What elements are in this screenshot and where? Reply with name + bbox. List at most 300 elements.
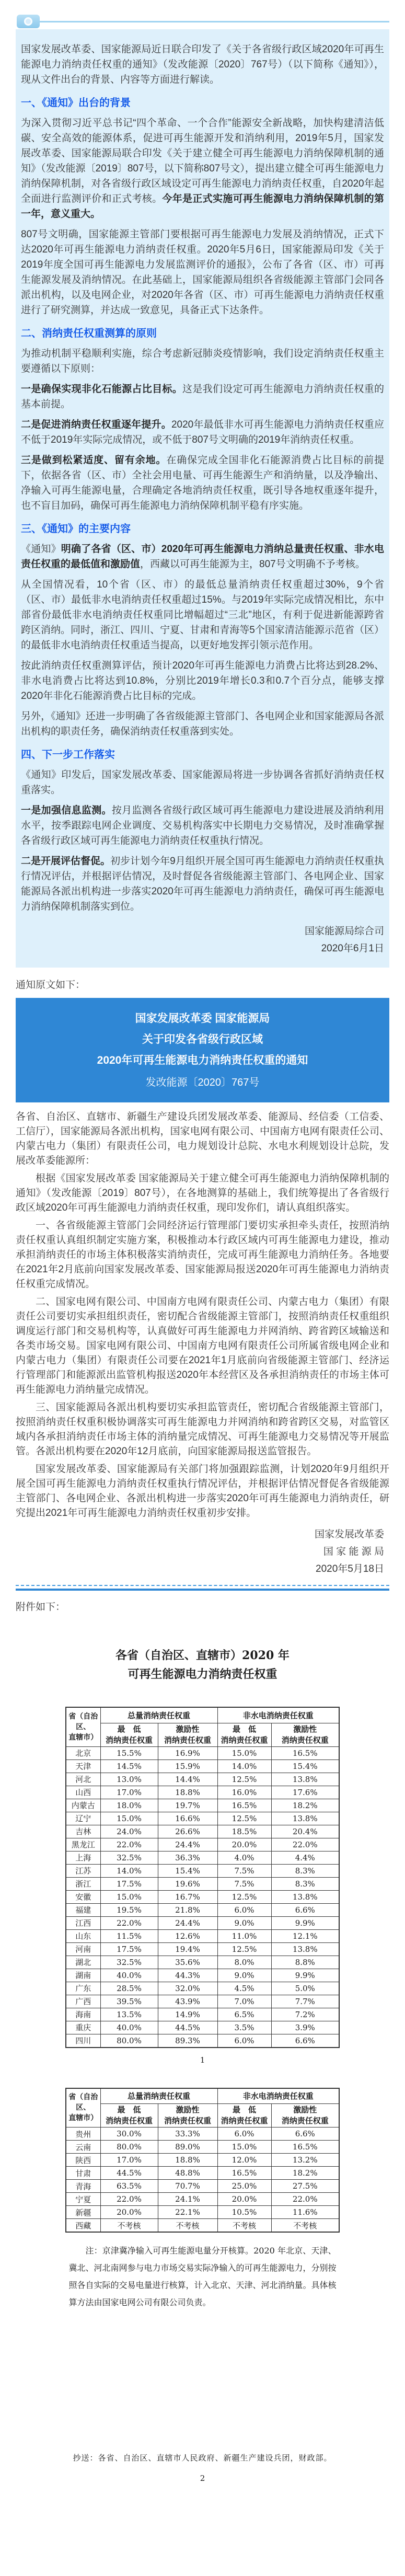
value-cell: 8.8% bbox=[271, 1956, 339, 1969]
text: 2020年最低非水可再生能源电力消纳责任权重应不低于2019年实际完成情况，或不低于807号文明确的2019年消纳责任权重。 bbox=[21, 419, 384, 445]
article-paragraph bbox=[21, 346, 384, 376]
value-cell: 9.0% bbox=[217, 1916, 271, 1929]
sub-header-line: 最 低 bbox=[232, 1724, 256, 1734]
value-cell: 3.9% bbox=[271, 2021, 339, 2034]
province-cell: 安徽 bbox=[66, 1890, 100, 1903]
province-cell: 辽宁 bbox=[66, 1812, 100, 1825]
province-cell: 河南 bbox=[66, 1942, 100, 1956]
province-cell: 福建 bbox=[66, 1903, 100, 1916]
text: 这是我们设定可再生能源电力消纳责任权重的基本前提。 bbox=[21, 384, 384, 410]
value-cell: 13.8% bbox=[271, 1812, 339, 1825]
article-blocks bbox=[21, 42, 384, 914]
value-cell: 20.0% bbox=[217, 1838, 271, 1851]
text: 为推动机制平稳顺利实施，综合考虑新冠肺炎疫情影响，我们设定消纳责任权重主要遵循以下原则： bbox=[21, 348, 384, 374]
value-cell: 4.5% bbox=[217, 1982, 271, 1995]
province-cell: 云南 bbox=[66, 2141, 100, 2154]
value-cell: 26.6% bbox=[158, 1825, 217, 1838]
value-cell: 13.8% bbox=[271, 1890, 339, 1903]
table-row bbox=[66, 2193, 339, 2206]
value-cell: 17.0% bbox=[100, 1786, 158, 1799]
table-row bbox=[66, 2128, 339, 2141]
value-cell: 不考核 bbox=[100, 2219, 158, 2233]
text: 国家发展改革委、国家能源局近日联合印发了《关于各省级行政区域2020年可再生能源电力消纳责任权重的通知》（发改能源〔2020〕767号）（以下简称《通知》），现从文件出台的背景、内容等方面进行解读。 bbox=[21, 44, 384, 85]
value-cell: 80.0% bbox=[100, 2141, 158, 2154]
attachment-title bbox=[0, 1646, 405, 1684]
signature-line: 2020年6月1日 bbox=[321, 943, 384, 954]
notice-paragraph: 一、各省级能源主管部门会同经济运行管理部门要切实承担牵头责任，按照消纳责任权重认真组织制定实施方案，积极推动本行政区域内可再生能源电力建设，推动承担消纳责任的市场主体积极落实消纳责任，完成可再生能源电力消纳任务。各地要在2021年2月底前向国家发展改革委、国家能源局报送2020年可再生能源电力消纳责任权重完成情况。 bbox=[16, 1220, 389, 1290]
article-paragraph bbox=[21, 854, 384, 914]
province-cell: 陕西 bbox=[66, 2154, 100, 2167]
value-cell: 8.3% bbox=[271, 1864, 339, 1877]
table-row bbox=[66, 2219, 339, 2233]
value-cell: 32.0% bbox=[158, 1982, 217, 1995]
value-cell: 11.6% bbox=[271, 2206, 339, 2219]
value-cell: 43.9% bbox=[158, 1995, 217, 2008]
sub-header bbox=[217, 1723, 271, 1746]
notice-intro-label: 通知原文如下： bbox=[16, 980, 86, 991]
value-cell: 7.2% bbox=[271, 2008, 339, 2021]
value-cell: 22.0% bbox=[271, 1838, 339, 1851]
bold-text: 今年是正式实施可再生能源电力消纳保障机制的第一年，意义重大。 bbox=[21, 193, 384, 220]
article-paragraph bbox=[21, 577, 384, 653]
value-cell: 21.8% bbox=[158, 1903, 217, 1916]
article-paragraph bbox=[21, 453, 384, 513]
province-cell: 黑龙江 bbox=[66, 1838, 100, 1851]
province-cell: 四川 bbox=[66, 2034, 100, 2048]
value-cell: 24.0% bbox=[100, 1825, 158, 1838]
table-row bbox=[66, 1812, 339, 1825]
province-cell: 浙江 bbox=[66, 1877, 100, 1890]
value-cell: 24.4% bbox=[158, 1838, 217, 1851]
notice-header bbox=[16, 998, 389, 1102]
table-row bbox=[66, 1851, 339, 1864]
value-cell: 25.0% bbox=[217, 2180, 271, 2193]
text: 按此消纳责任权重测算评估，预计2020年可再生能源电力消费占比将达到28.2%、非水电消费占比将达到10.8%，分别比2019年增长0.3和0.7个百分点，能够支撑2020年非化石能源消费占比目标的完成。 bbox=[21, 660, 384, 702]
corner-header-line: 省（自治区、 bbox=[68, 1712, 98, 1731]
value-cell: 40.0% bbox=[100, 2021, 158, 2034]
group-header: 总量消纳责任权重 bbox=[100, 2088, 217, 2104]
sub-header-line: 消纳责任权重 bbox=[105, 2116, 153, 2125]
notice-paragraph: 国家发展改革委、国家能源局有关部门将加强跟踪监测，计划2020年9月组织开展全国可再生能源电力消纳责任权重执行情况评估，并根据评估情况督促各省级能源主管部门、各电网企业、各派出机构进一步落实2020年可再生能源电力消纳责任，研究提出2021年可再生能源电力消纳责任权重初步安排。 bbox=[16, 1464, 389, 1519]
dashed-divider bbox=[16, 1585, 389, 1586]
article-paragraph bbox=[21, 227, 384, 318]
value-cell: 89.0% bbox=[158, 2141, 217, 2154]
signature-line: 国家发展改革委 bbox=[314, 1529, 384, 1540]
corner-header-line: 省（自治区、 bbox=[68, 2093, 98, 2112]
value-cell: 16.5% bbox=[271, 2141, 339, 2154]
province-cell: 青海 bbox=[66, 2180, 100, 2193]
table-row bbox=[66, 2008, 339, 2021]
sub-header-line: 激励性 bbox=[293, 2105, 317, 2114]
value-cell: 6.6% bbox=[271, 2128, 339, 2141]
value-cell: 14.0% bbox=[100, 1864, 158, 1877]
sub-header-line: 消纳责任权重 bbox=[164, 2116, 211, 2125]
value-cell: 63.5% bbox=[100, 2180, 158, 2193]
value-cell: 3.5% bbox=[217, 2021, 271, 2034]
value-cell: 不考核 bbox=[271, 2219, 339, 2233]
sub-header-line: 最 低 bbox=[232, 2105, 256, 2114]
sub-header bbox=[100, 1723, 158, 1746]
section-heading bbox=[21, 326, 384, 341]
text: 《通知》印发后，国家发展改革委、国家能源局将进一步协调各省抓好消纳责任权重落实。 bbox=[21, 769, 384, 796]
attachment-title-line2: 可再生能源电力消纳责任权重 bbox=[128, 1668, 277, 1681]
text: 四、下一步工作落实 bbox=[21, 749, 115, 761]
value-cell: 19.7% bbox=[158, 1799, 217, 1812]
value-cell: 9.9% bbox=[271, 1969, 339, 1982]
text: 一、《通知》出台的背景 bbox=[21, 97, 131, 109]
value-cell: 15.4% bbox=[158, 1864, 217, 1877]
value-cell: 15.9% bbox=[158, 1760, 217, 1773]
value-cell: 12.6% bbox=[158, 1929, 217, 1942]
province-cell: 河北 bbox=[66, 1773, 100, 1786]
bold-text: 二是开展评估督促。 bbox=[21, 856, 111, 867]
corner-header-line: 直辖市） bbox=[68, 2114, 98, 2123]
article-paragraph bbox=[21, 417, 384, 447]
sub-header bbox=[158, 1723, 217, 1746]
value-cell: 80.0% bbox=[100, 2034, 158, 2048]
value-cell: 9.9% bbox=[271, 1916, 339, 1929]
notice-body bbox=[16, 1110, 389, 1521]
value-cell: 11.0% bbox=[217, 1929, 271, 1942]
text: 为深入贯彻习近平总书记“四个革命、一个合作”能源安全新战略，加快构建清洁低碳、安全高效的能源体系，促进可再生能源开发和消纳利用，2019年5月，国家发展改革委、国家能源局联合印发《关于建立健全可再生能源电力消纳保障机制的通知》（发改能源〔2019〕807号，以下简称807号文），提出建立健全可再生能源电力消纳保障机制，对各省级行政区域设定可再生能源电力消纳责任权重，自2020年起全面进行监测评价和正式考核。 bbox=[21, 118, 384, 204]
value-cell: 6.6% bbox=[271, 2034, 339, 2048]
value-cell: 13.2% bbox=[271, 2154, 339, 2167]
value-cell: 12.0% bbox=[217, 2154, 271, 2167]
value-cell: 6.0% bbox=[217, 2128, 271, 2141]
value-cell: 17.6% bbox=[271, 1786, 339, 1799]
value-cell: 17.0% bbox=[100, 2154, 158, 2167]
value-cell: 35.6% bbox=[158, 1956, 217, 1969]
value-cell: 33.3% bbox=[158, 2128, 217, 2141]
value-cell: 13.5% bbox=[100, 2008, 158, 2021]
table-row bbox=[66, 1825, 339, 1838]
value-cell: 22.0% bbox=[100, 1838, 158, 1851]
section-heading bbox=[21, 748, 384, 762]
group-header: 非水电消纳责任权重 bbox=[217, 2088, 339, 2104]
province-cell: 湖南 bbox=[66, 1969, 100, 1982]
value-cell: 11.5% bbox=[100, 1929, 158, 1942]
value-cell: 40.0% bbox=[100, 1969, 158, 1982]
table-row bbox=[66, 1982, 339, 1995]
text: 从全国情况看，10个省（区、市）的最低总量消纳责任权重超过30%，9个省（区、市）最低非水电消纳责任权重超过15%。与2019年实际完成情况相比，东中部省份最低非水电消纳责任权重同比增幅超过“三北”地区，有利于促进新能源跨省跨区消纳。同时，浙江、四川、宁夏、甘肃和青海等5个国家清洁能源示范省（区）的最低非水电消纳责任权重适当提高，以更好地发挥引领示范作用。 bbox=[21, 579, 384, 651]
value-cell: 18.2% bbox=[271, 1799, 339, 1812]
table-row bbox=[66, 2141, 339, 2154]
province-cell: 江西 bbox=[66, 1916, 100, 1929]
sub-header-line: 激励性 bbox=[176, 2105, 200, 2114]
value-cell: 22.0% bbox=[100, 1916, 158, 1929]
value-cell: 16.6% bbox=[158, 1812, 217, 1825]
corner-header bbox=[66, 1707, 100, 1746]
notice-header-line: 2020年可再生能源电力消纳责任权重的通知 bbox=[97, 1054, 308, 1066]
group-header: 非水电消纳责任权重 bbox=[217, 1707, 339, 1723]
attachment bbox=[0, 1646, 405, 2483]
article-paragraph bbox=[21, 767, 384, 798]
table-row bbox=[66, 2154, 339, 2167]
group-header: 总量消纳责任权重 bbox=[100, 1707, 217, 1723]
notice-paragraph: 各省、自治区、直辖市、新疆生产建设兵团发展改革委、能源局、经信委（工信委、工信厅），国家能源局各派出机构，国家电网有限公司、中国南方电网有限责任公司、内蒙古电力（集团）有限责任公司，电力规划设计总院、水电水利规划设计总院，发展改革委能源所： bbox=[16, 1111, 389, 1166]
section-heading bbox=[21, 522, 384, 536]
table-row bbox=[66, 2021, 339, 2034]
value-cell: 32.5% bbox=[100, 1851, 158, 1864]
sub-header bbox=[158, 2104, 217, 2128]
value-cell: 16.0% bbox=[217, 1786, 271, 1799]
notice-header-line: 国家发展改革委 国家能源局 bbox=[135, 1013, 270, 1025]
value-cell: 12.5% bbox=[217, 1942, 271, 1956]
article-signature bbox=[21, 923, 384, 957]
table-row bbox=[66, 1838, 339, 1851]
signature-line: 国 家 能 源 局 bbox=[323, 1546, 384, 1557]
value-cell: 22.0% bbox=[271, 2193, 339, 2206]
value-cell: 7.5% bbox=[217, 1877, 271, 1890]
notice-paragraph: 三、国家能源局各派出机构要切实承担监管责任，密切配合省级能源主管部门，按照消纳责任权重积极协调落实可再生能源电力并网消纳和跨省跨区交易，对监管区域内各承担消纳责任市场主体的消纳量完成情况、可再生能源电力交易情况等开展监管。各派出机构要在2020年12月底前，向国家能源局报送监管报告。 bbox=[16, 1402, 389, 1457]
sub-header-line: 消纳责任权重 bbox=[281, 1735, 329, 1745]
value-cell: 18.5% bbox=[217, 1825, 271, 1838]
value-cell: 13.8% bbox=[271, 1942, 339, 1956]
table-row bbox=[66, 2206, 339, 2219]
value-cell: 7.0% bbox=[217, 1995, 271, 2008]
sub-header-line: 消纳责任权重 bbox=[281, 2116, 329, 2125]
text: 807号文明确，国家能源主管部门要根据可再生能源电力发展及消纳情况，正式下达2020年可再生能源电力消纳责任权重。2020年5月6日，国家能源局印发《关于2019年度全国可再生能源电力发展监测评价的通报》，公布了各省（区、市）可再生能源发展及消纳情况。在此基础上，国家能源局组织各省级能源主管部门会同各派出机构，以及电网企业，对2020年各省（区、市）可再生能源电力消纳责任权重进行了研究测算，并达成一致意见，具备正式下达条件。 bbox=[21, 229, 384, 316]
value-cell: 19.4% bbox=[158, 1942, 217, 1956]
value-cell: 14.0% bbox=[217, 1760, 271, 1773]
table-row bbox=[66, 1942, 339, 1956]
value-cell: 20.0% bbox=[100, 2206, 158, 2219]
bullet-icon bbox=[17, 15, 40, 28]
article-paragraph bbox=[21, 116, 384, 222]
value-cell: 44.5% bbox=[100, 2167, 158, 2180]
doc-number: 发改能源〔2020〕767号 bbox=[145, 1077, 260, 1088]
value-cell: 不考核 bbox=[217, 2219, 271, 2233]
province-cell: 贵州 bbox=[66, 2128, 100, 2141]
value-cell: 13.8% bbox=[271, 1773, 339, 1786]
table-row bbox=[66, 2180, 339, 2193]
value-cell: 18.8% bbox=[158, 2154, 217, 2167]
sub-header-line: 激励性 bbox=[293, 1724, 317, 1734]
value-cell: 44.5% bbox=[158, 2021, 217, 2034]
table-row bbox=[66, 1929, 339, 1942]
value-cell: 13.0% bbox=[100, 1773, 158, 1786]
value-cell: 22.0% bbox=[100, 2193, 158, 2206]
notice-signature bbox=[0, 1526, 384, 1578]
sub-header bbox=[271, 1723, 339, 1746]
value-cell: 24.4% bbox=[158, 1916, 217, 1929]
table-note: 注：京津冀净输入可再生能源电量分开核算。2020 年北京、天津、冀北、河北南网参与电力市场交易实际净输入的可再生能源电力，分别按照各自实际的交易电量进行核算，计入北京、天津、河北消纳量。具体核算方法由国家电网公司有限公司负责。 bbox=[68, 2246, 337, 2307]
value-cell: 不考核 bbox=[158, 2219, 217, 2233]
text: ，西藏以可再生能源为主，807号文明确不予考核。 bbox=[140, 559, 365, 570]
header-divider-line bbox=[40, 21, 389, 22]
province-cell: 天津 bbox=[66, 1760, 100, 1773]
province-cell: 北京 bbox=[66, 1746, 100, 1760]
value-cell: 7.7% bbox=[271, 1995, 339, 2008]
value-cell: 28.5% bbox=[100, 1982, 158, 1995]
table-row bbox=[66, 1916, 339, 1929]
value-cell: 70.7% bbox=[158, 2180, 217, 2193]
value-cell: 15.0% bbox=[217, 2141, 271, 2154]
value-cell: 16.5% bbox=[271, 1746, 339, 1760]
sub-header-line: 激励性 bbox=[176, 1724, 200, 1734]
value-cell: 19.5% bbox=[100, 1903, 158, 1916]
article-paragraph bbox=[21, 382, 384, 412]
cc-line: 抄送：各省、自治区、直辖市人民政府、新疆生产建设兵团，财政部。 bbox=[73, 2453, 332, 2463]
value-cell: 17.5% bbox=[100, 1877, 158, 1890]
sub-header-line: 消纳责任权重 bbox=[221, 1735, 268, 1745]
notice-paragraph: 二、国家电网有限公司、中国南方电网有限责任公司、内蒙古电力（集团）有限责任公司要切实承担组织责任，密切配合省级能源主管部门，按照消纳责任权重组织调度运行部门和交易机构等，认真做好可再生能源电力并网消纳、跨省跨区域输送和各类市场交易。国家电网有限公司、中国南方电网有限责任公司所属省级电网企业和内蒙古电力（集团）有限责任公司要在2021年1月底前向省级能源主管部门、经济运行管理部门和能源派出监管机构报送2020年本经营区及各承担消纳责任的市场主体可再生能源电力消纳量完成情况。 bbox=[16, 1296, 389, 1395]
text: 《通知》 bbox=[21, 544, 61, 555]
value-cell: 20.4% bbox=[271, 1825, 339, 1838]
province-cell: 新疆 bbox=[66, 2206, 100, 2219]
value-cell: 24.1% bbox=[158, 2193, 217, 2206]
sub-header-line: 消纳责任权重 bbox=[105, 1735, 153, 1745]
interpretation-card bbox=[16, 29, 389, 968]
province-cell: 广东 bbox=[66, 1982, 100, 1995]
value-cell: 8.3% bbox=[271, 1877, 339, 1890]
value-cell: 16.5% bbox=[217, 1799, 271, 1812]
value-cell: 6.0% bbox=[217, 2034, 271, 2048]
bold-text: 三是做到松紧适度、留有余地。 bbox=[21, 455, 167, 466]
value-cell: 10.5% bbox=[217, 2206, 271, 2219]
value-cell: 39.5% bbox=[100, 1995, 158, 2008]
attachment-title-line1: 各省（自治区、直辖市）2020 年 bbox=[115, 1649, 290, 1662]
value-cell: 6.0% bbox=[217, 1903, 271, 1916]
value-cell: 7.5% bbox=[217, 1864, 271, 1877]
table-row bbox=[66, 1799, 339, 1812]
sub-header-line: 消纳责任权重 bbox=[221, 2116, 268, 2125]
value-cell: 14.5% bbox=[100, 1760, 158, 1773]
table-row bbox=[66, 1995, 339, 2008]
attachment-label: 附件如下： bbox=[16, 1602, 66, 1613]
value-cell: 6.5% bbox=[217, 2008, 271, 2021]
value-cell: 19.6% bbox=[158, 1877, 217, 1890]
value-cell: 30.0% bbox=[100, 2128, 158, 2141]
value-cell: 16.5% bbox=[217, 2167, 271, 2180]
value-cell: 12.1% bbox=[271, 1929, 339, 1942]
text: 三、《通知》的主要内容 bbox=[21, 523, 131, 535]
notice-header-lines bbox=[21, 1008, 384, 1071]
sub-header-line: 最 低 bbox=[117, 1724, 141, 1734]
text: 在确保完成全国非化石能源消费占比目标的前提下，依据各省（区、市）全社会用电量、可再生能源生产和消纳量，以及净输出、净输入可再生能源电量，合理确定各地消纳责任权重，既引导各地权重逐年提升，也不盲目加码，确保可再生能源电力消纳保障机制平稳有序实施。 bbox=[21, 455, 384, 511]
table-row bbox=[66, 1956, 339, 1969]
corner-header-line: 直辖市） bbox=[68, 1733, 98, 1742]
value-cell: 16.9% bbox=[158, 1746, 217, 1760]
table-row bbox=[66, 1864, 339, 1877]
province-cell: 内蒙古 bbox=[66, 1799, 100, 1812]
article-paragraph bbox=[21, 803, 384, 848]
value-cell: 15.0% bbox=[217, 1746, 271, 1760]
article-paragraph bbox=[21, 42, 384, 87]
solid-divider bbox=[16, 1589, 389, 1591]
table-row bbox=[66, 1877, 339, 1890]
value-cell: 48.8% bbox=[158, 2167, 217, 2180]
notice-header-line: 关于印发各省级行政区域 bbox=[142, 1033, 263, 1045]
province-cell: 甘肃 bbox=[66, 2167, 100, 2180]
province-cell: 湖北 bbox=[66, 1956, 100, 1969]
sub-header-line: 最 低 bbox=[117, 2105, 141, 2114]
value-cell: 5.0% bbox=[271, 1982, 339, 1995]
value-cell: 9.0% bbox=[217, 1969, 271, 1982]
weights-table-page2 bbox=[65, 2088, 340, 2233]
value-cell: 18.8% bbox=[158, 1786, 217, 1799]
province-cell: 吉林 bbox=[66, 1825, 100, 1838]
text: 初步计划今年9月组织开展全国可再生能源电力消纳责任权重执行情况评估，并根据评估情况，及时督促各省级能源主管部门、各电网企业、国家能源局各派出机构进一步落实2020年可再生能源电力消纳责任，确保可再生能源电力消纳保障机制落实到位。 bbox=[21, 856, 384, 912]
text: 二、消纳责任权重测算的原则 bbox=[21, 328, 157, 339]
table-row bbox=[66, 1969, 339, 1982]
value-cell: 15.0% bbox=[100, 1890, 158, 1903]
article-paragraph bbox=[21, 709, 384, 739]
bold-text: 二是促进消纳责任权重逐年提升。 bbox=[21, 419, 171, 430]
province-cell: 海南 bbox=[66, 2008, 100, 2021]
table-row bbox=[66, 1786, 339, 1799]
page-number-1: 1 bbox=[200, 2055, 205, 2065]
value-cell: 22.1% bbox=[158, 2206, 217, 2219]
table-row bbox=[66, 1760, 339, 1773]
value-cell: 12.5% bbox=[217, 1890, 271, 1903]
value-cell: 6.6% bbox=[271, 1903, 339, 1916]
province-cell: 上海 bbox=[66, 1851, 100, 1864]
value-cell: 14.9% bbox=[158, 2008, 217, 2021]
value-cell: 15.4% bbox=[271, 1760, 339, 1773]
table-row bbox=[66, 1903, 339, 1916]
bold-text: 一是加强信息监测。 bbox=[21, 805, 112, 816]
value-cell: 8.0% bbox=[217, 1956, 271, 1969]
value-cell: 32.5% bbox=[100, 1956, 158, 1969]
value-cell: 89.3% bbox=[158, 2034, 217, 2048]
province-cell: 山西 bbox=[66, 1786, 100, 1799]
value-cell: 12.5% bbox=[217, 1773, 271, 1786]
text: 按月监测各省级行政区域可再生能源电力建设进展及消纳利用水平，按季跟踪电网企业调度、交易机构落实中长期电力交易情况，及时准确掌握各省级行政区域可再生能源电力消纳责任权重执行情况。 bbox=[21, 805, 384, 846]
value-cell: 4.0% bbox=[217, 1851, 271, 1864]
table-row bbox=[66, 2167, 339, 2180]
value-cell: 27.5% bbox=[271, 2180, 339, 2193]
province-cell: 江苏 bbox=[66, 1864, 100, 1877]
value-cell: 18.0% bbox=[100, 1799, 158, 1812]
value-cell: 16.7% bbox=[158, 1890, 217, 1903]
value-cell: 20.0% bbox=[217, 2193, 271, 2206]
signature-line: 国家能源局综合司 bbox=[304, 926, 384, 937]
corner-header bbox=[66, 2088, 100, 2128]
bold-text: 一是确保实现非化石能源占比目标。 bbox=[21, 384, 183, 395]
province-cell: 西藏 bbox=[66, 2219, 100, 2233]
value-cell: 36.3% bbox=[158, 1851, 217, 1864]
province-cell: 重庆 bbox=[66, 2021, 100, 2034]
province-cell: 山东 bbox=[66, 1929, 100, 1942]
province-cell: 宁夏 bbox=[66, 2193, 100, 2206]
table-row bbox=[66, 1746, 339, 1760]
value-cell: 17.5% bbox=[100, 1942, 158, 1956]
sub-header-line: 消纳责任权重 bbox=[164, 1735, 211, 1745]
table-row bbox=[66, 1773, 339, 1786]
value-cell: 4.4% bbox=[271, 1851, 339, 1864]
province-cell: 广西 bbox=[66, 1995, 100, 2008]
sub-header bbox=[100, 2104, 158, 2128]
sub-header bbox=[271, 2104, 339, 2128]
value-cell: 18.2% bbox=[271, 2167, 339, 2180]
bold-text: 明确了各省（区、市）2020年可再生能源电力消纳总量责任权重、非水电责任权重的最低值和激励值 bbox=[21, 544, 384, 570]
value-cell: 44.3% bbox=[158, 1969, 217, 1982]
table-row bbox=[66, 1890, 339, 1903]
article-paragraph bbox=[21, 542, 384, 572]
text: 另外，《通知》还进一步明确了各省级能源主管部门、各电网企业和国家能源局各派出机构的职责任务，确保消纳责任权重落到实处。 bbox=[21, 711, 384, 737]
article-paragraph bbox=[21, 658, 384, 704]
table-row bbox=[66, 2034, 339, 2048]
signature-line: 2020年5月18日 bbox=[316, 1563, 384, 1574]
value-cell: 15.0% bbox=[100, 1812, 158, 1825]
notice-paragraph: 根据《国家发展改革委 国家能源局关于建立健全可再生能源电力消纳保障机制的通知》（发改能源〔2019〕807号），在各地测算的基础上，我们统筹提出了各省级行政区域2020年可再生能源电力消纳责任权重，现印发你们，请认真组织落实。 bbox=[16, 1173, 389, 1213]
page-number-2: 2 bbox=[200, 2474, 205, 2483]
value-cell: 15.5% bbox=[100, 1746, 158, 1760]
value-cell: 14.4% bbox=[158, 1773, 217, 1786]
section-heading bbox=[21, 96, 384, 110]
value-cell: 12.5% bbox=[217, 1812, 271, 1825]
